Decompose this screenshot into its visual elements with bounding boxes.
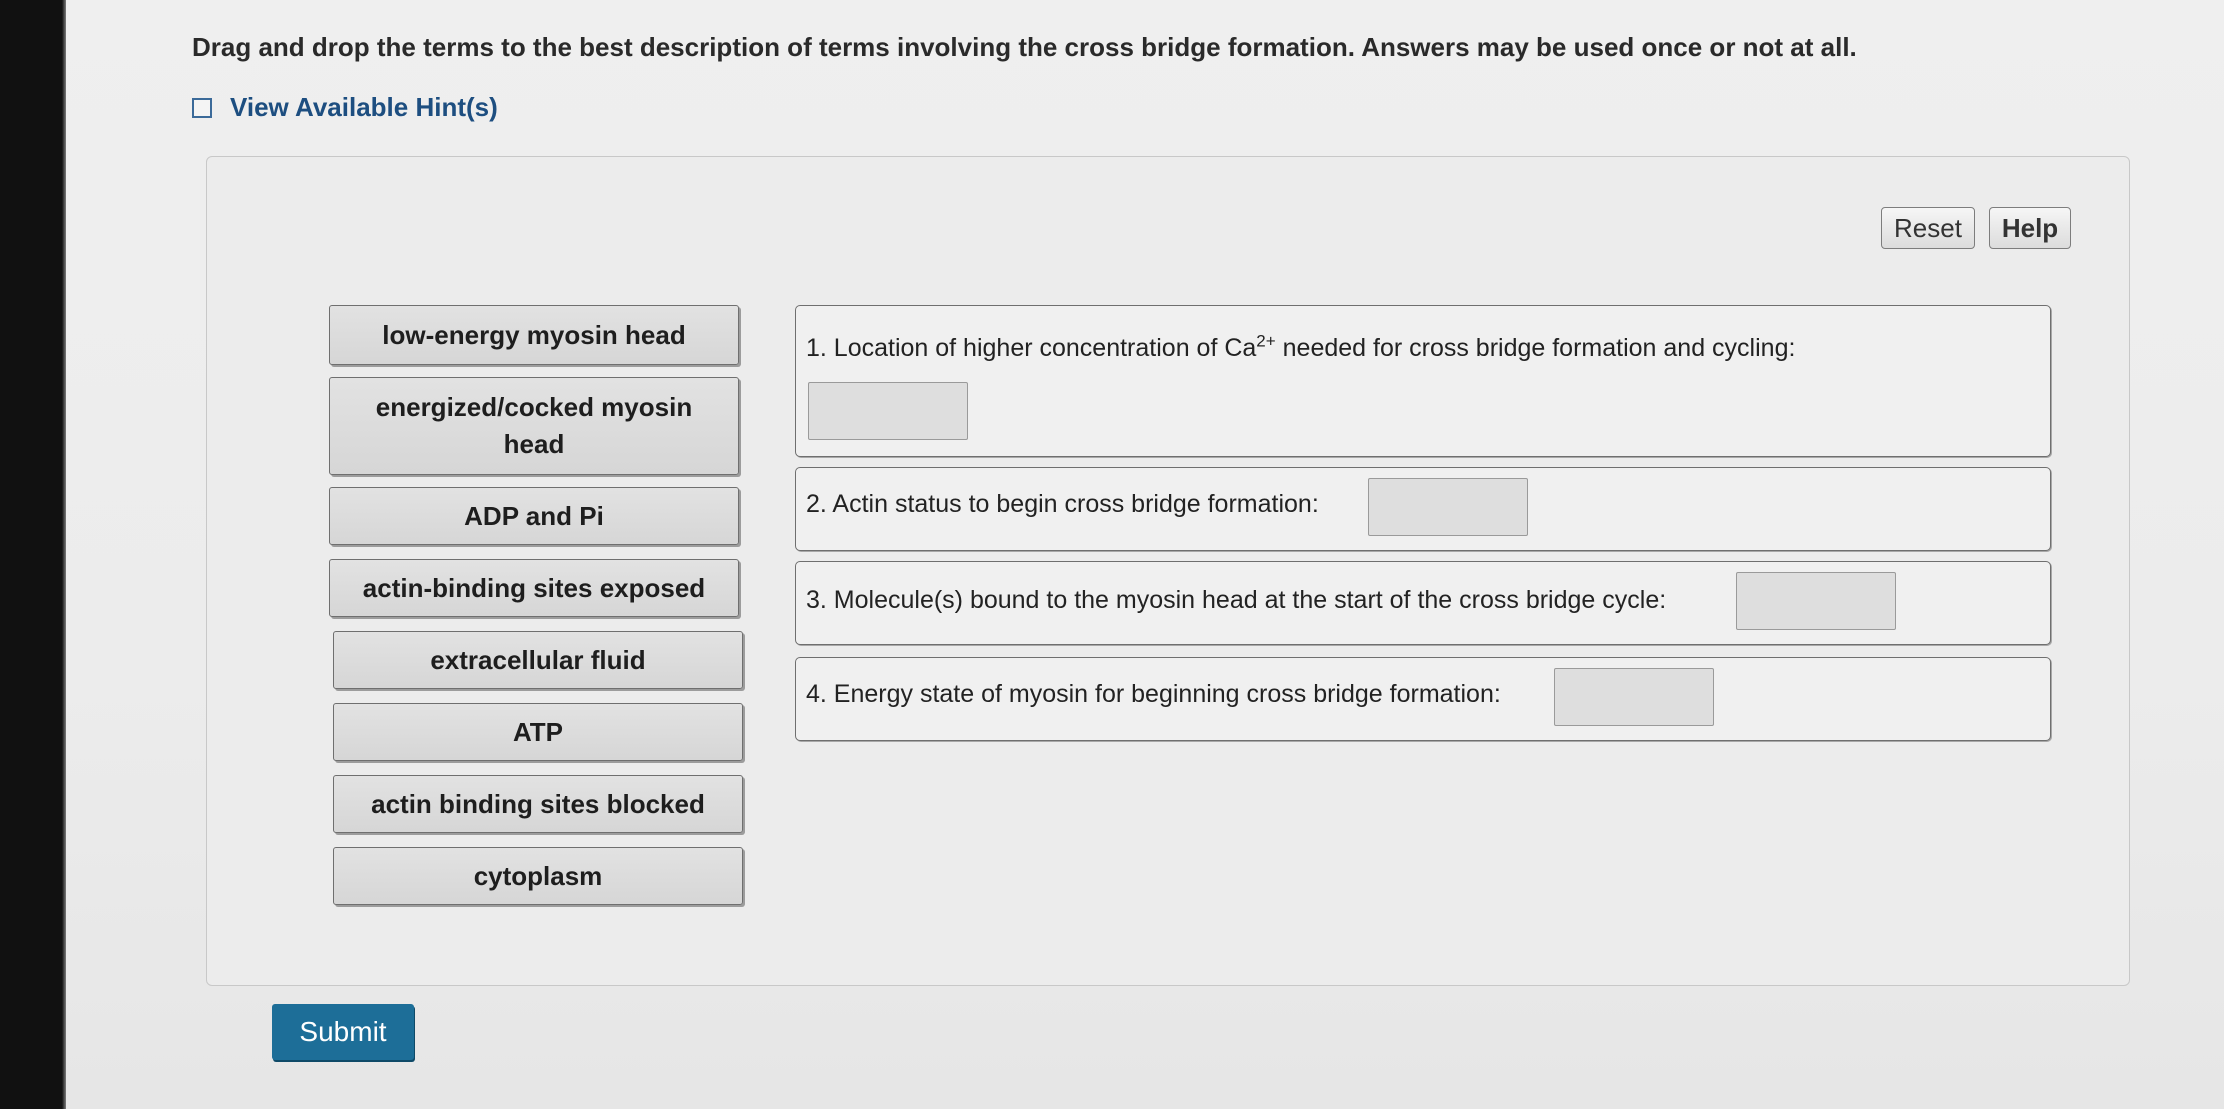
view-hints-label[interactable]: View Available Hint(s) xyxy=(230,92,498,122)
checkbox-icon[interactable] xyxy=(192,98,212,118)
submit-button[interactable]: Submit xyxy=(272,1004,414,1060)
drag-drop-panel xyxy=(206,156,2130,986)
term-chip[interactable]: energized/cocked myosin head xyxy=(329,377,739,475)
target-3 xyxy=(795,561,2051,645)
term-chip[interactable]: ADP and Pi xyxy=(329,487,739,545)
view-hints-link[interactable] xyxy=(192,92,498,123)
term-chip[interactable]: actin binding sites blocked xyxy=(333,775,743,833)
drop-zone-4[interactable] xyxy=(1554,668,1714,726)
drop-zone-2[interactable] xyxy=(1368,478,1528,536)
target-4-label: 4. Energy state of myosin for beginning cross bridge formation: xyxy=(806,680,1501,708)
drop-zone-1[interactable] xyxy=(808,382,968,440)
help-button[interactable]: Help xyxy=(1989,207,2071,249)
activity-page xyxy=(66,0,2224,1109)
term-chip[interactable]: actin-binding sites exposed xyxy=(329,559,739,617)
target-2-label: 2. Actin status to begin cross bridge formation: xyxy=(806,490,1319,518)
target-3-label: 3. Molecule(s) bound to the myosin head at the start of the cross bridge cycle: xyxy=(806,586,1667,614)
target-4 xyxy=(795,657,2051,741)
target-1-label: 1. Location of higher concentration of $Ca^{2+}$ needed for cross bridge formation and cycling: xyxy=(806,331,1796,362)
term-chip[interactable]: extracellular fluid xyxy=(333,631,743,689)
target-1 xyxy=(795,305,2051,457)
term-chip[interactable]: low-energy myosin head xyxy=(329,305,739,365)
term-chip[interactable]: cytoplasm xyxy=(333,847,743,905)
target-2 xyxy=(795,467,2051,551)
drop-zone-3[interactable] xyxy=(1736,572,1896,630)
question-prompt: Drag and drop the terms to the best description of terms involving the cross bridge formation. Answers may be used once or not at all. xyxy=(192,32,1857,62)
reset-button[interactable]: Reset xyxy=(1881,207,1975,249)
term-chip[interactable]: ATP xyxy=(333,703,743,761)
